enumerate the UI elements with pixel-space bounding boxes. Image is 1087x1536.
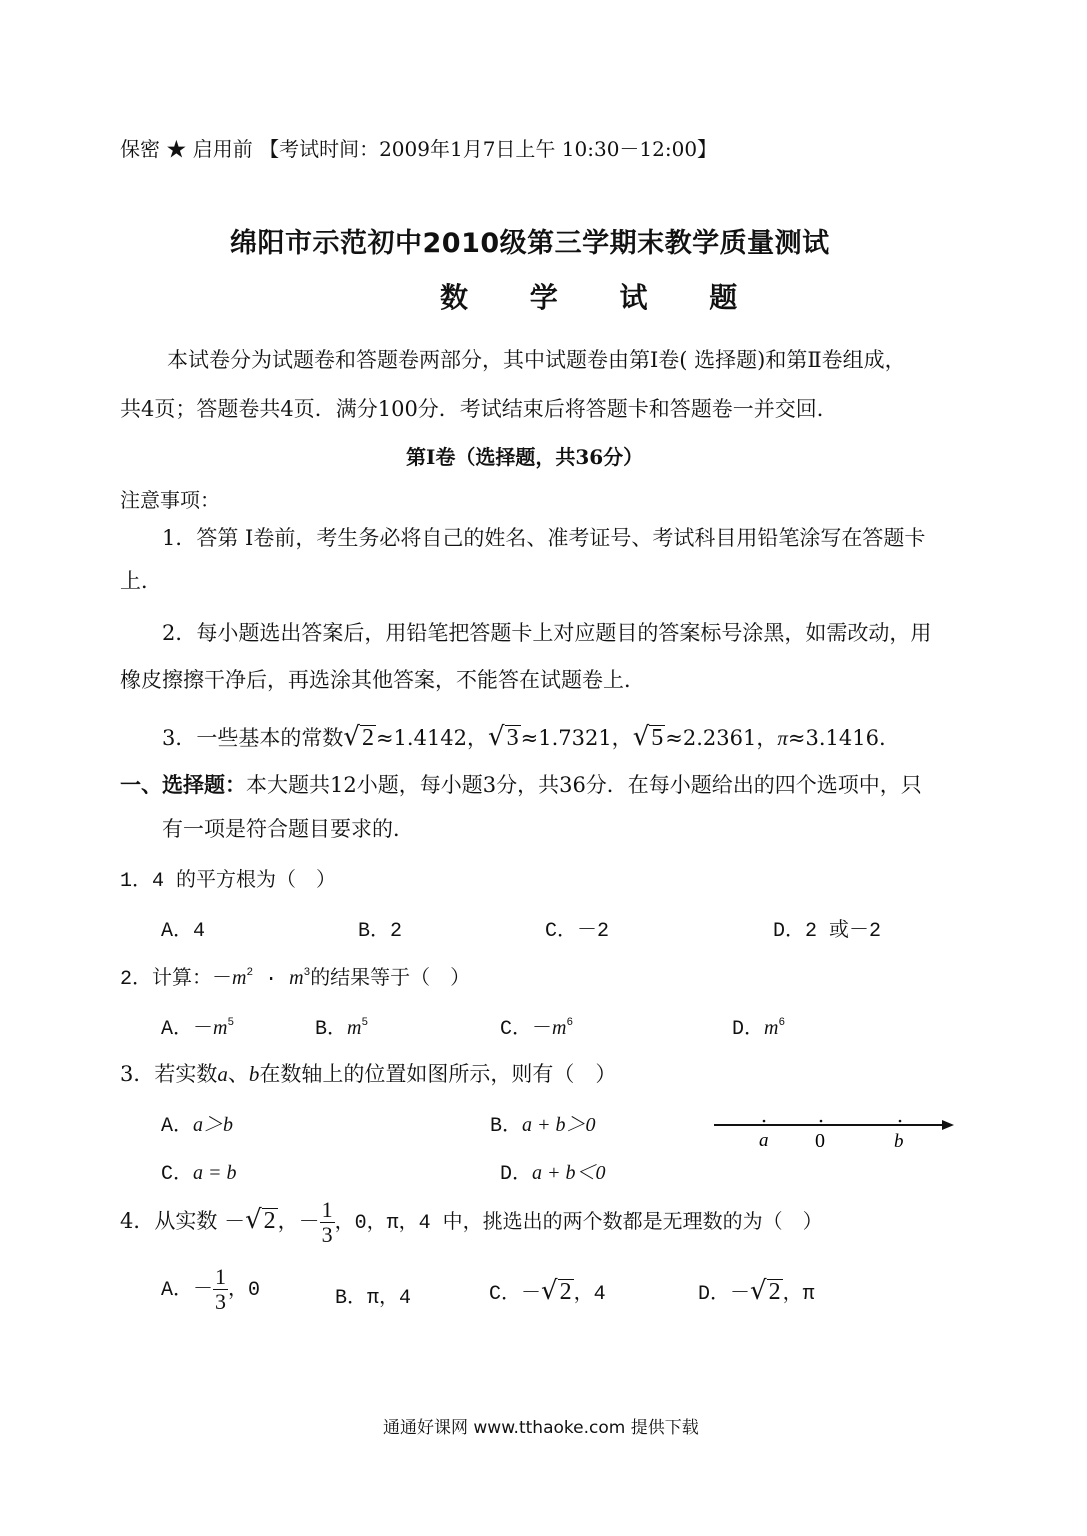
note-2-line-2: 橡皮擦擦干净后，再选涂其他答案，不能答在试题卷上．: [120, 668, 645, 692]
sqrt-3-value: ≈1.7321，: [520, 726, 633, 750]
footer-source: 通通好课网 www.tthaoke.com 提供下载: [383, 1418, 699, 1438]
sqrt-2-value: ≈1.4142，: [375, 726, 489, 750]
part1-line-2: 有一项是符合题目要求的．: [162, 817, 414, 841]
number-line-arrow: [942, 1120, 954, 1130]
section-header: 第Ⅰ卷（选择题，共36分）: [406, 445, 644, 469]
part1-instructions: 本大题共12小题，每小题3分，共36分．在每小题给出的四个选项中，只: [246, 773, 922, 797]
q1-option-c: C．－2: [545, 920, 610, 943]
q2-option-a: A．$-m^5$: [161, 1017, 235, 1041]
sqrt-5: √5: [632, 722, 664, 752]
confidential-header: 保密 ★ 启用前 【考试时间：2009年1月7日上午 10:30－12:00】: [120, 137, 718, 161]
q1-option-a: A．4: [161, 920, 206, 943]
q2-option-d: D．$m^6$: [732, 1017, 786, 1041]
q2-option-b: B．$m^5$: [315, 1017, 369, 1041]
subject-title: 数 学 试 题: [440, 281, 764, 314]
q3-option-c: C．a = b: [161, 1162, 237, 1186]
point-zero-label: 0: [815, 1130, 825, 1152]
q4-sqrt-2: √2: [245, 1205, 276, 1235]
point-a-mark: [763, 1120, 766, 1123]
point-b-mark: [899, 1120, 902, 1123]
part1-line-1: [120, 769, 922, 799]
intro-line-1: 本试卷分为试题卷和答题卷两部分，其中试题卷由第Ⅰ卷( 选择题)和第Ⅱ卷组成，: [167, 348, 906, 372]
q2-stem: 2．计算：$-m^2 \cdot m^3$的结果等于（ ）: [120, 967, 471, 991]
q3-option-a: A．a＞b: [161, 1114, 234, 1138]
intro-line-2: 共4页；答题卷共4页．满分100分．考试结束后将答题卡和答题卷一并交回．: [120, 397, 838, 421]
note-1-line-2: 上．: [120, 569, 162, 593]
q1-option-d: D．2 或－2: [773, 920, 882, 943]
exam-title: 绵阳市示范初中2010级第三学期末教学质量测试: [230, 228, 830, 259]
note-3: [162, 722, 886, 752]
q1-option-b: B．2: [358, 920, 403, 943]
q3-option-b: B．a + b＞0: [490, 1114, 596, 1138]
sqrt-3: √3: [488, 722, 519, 752]
pi-symbol: π: [777, 726, 788, 750]
q2-option-c: C．$-m^6$: [500, 1017, 574, 1041]
sqrt-2: √2: [343, 722, 374, 752]
q4-option-b: B．π，4: [335, 1287, 412, 1310]
pi-value: ≈3.1416.: [787, 726, 886, 750]
notes-heading: 注意事项：: [120, 488, 220, 512]
point-b-label: b: [894, 1131, 904, 1152]
q4-fraction: $\frac{1}{3}$: [321, 1197, 333, 1247]
note-3-prefix: 3．一些基本的常数: [162, 726, 344, 750]
q4-option-d: D．－√2 ，π: [698, 1276, 815, 1306]
q3-option-d: D．a + b＜0: [500, 1162, 606, 1186]
note-1-line-1: 1．答第 Ⅰ卷前，考生务必将自己的姓名、准考证号、考试科目用铅笔涂写在答题卡: [162, 526, 926, 550]
q3-stem: 3．若实数a、b在数轴上的位置如图所示，则有（ ）: [120, 1062, 617, 1086]
number-line-figure: [710, 1108, 960, 1158]
point-a-label: a: [759, 1130, 769, 1151]
q4-stem: 4．从实数 －√2，－ $\frac{1}{3}$ ，0，π，4 中，挑选出的两个数都是无理数的为（ ）: [120, 1197, 823, 1247]
point-zero-mark: [820, 1120, 823, 1123]
q1-stem: 1．4 的平方根为（ ）: [120, 870, 337, 893]
q4-option-c: C．－√2 ，4: [489, 1276, 606, 1306]
sqrt-5-value: ≈2.2361，: [665, 726, 778, 750]
note-2-line-1: 2．每小题选出答案后，用铅笔把答题卡上对应题目的答案标号涂黑，如需改动，用: [162, 621, 932, 645]
part1-label: 一、选择题：: [120, 772, 246, 797]
q4-option-a: A．－ $\frac{1}{3}$ ，0: [161, 1264, 261, 1314]
